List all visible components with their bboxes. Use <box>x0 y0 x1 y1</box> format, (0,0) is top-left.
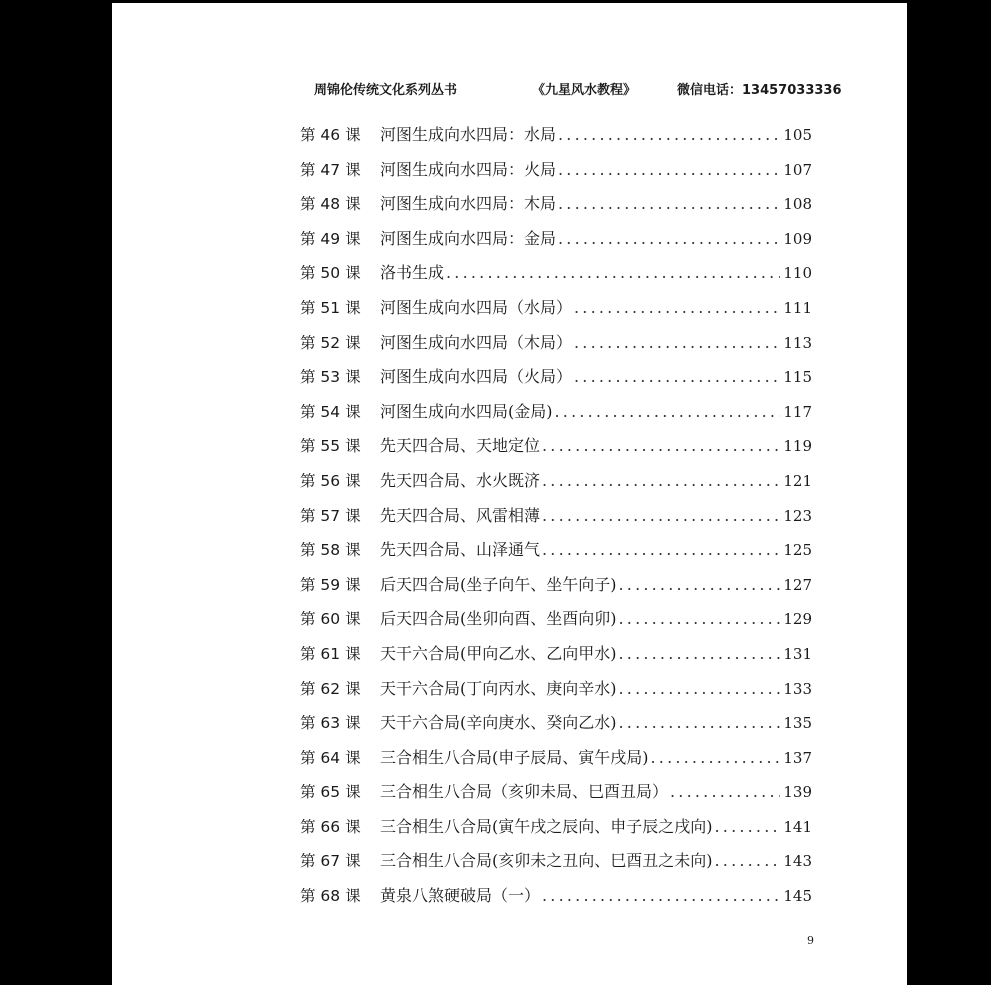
toc-page-number: 107 <box>783 160 812 179</box>
page-number: 9 <box>807 934 814 947</box>
toc-page-number: 110 <box>783 264 812 283</box>
toc-lesson-title: 河图生成向水四局：火局 <box>380 159 557 179</box>
toc-lesson-title: 河图生成向水四局（木局） <box>380 332 573 352</box>
toc-lesson-title: 河图生成向水四局（火局） <box>380 367 573 387</box>
toc-page-number: 131 <box>783 644 812 663</box>
toc-lesson-number: 第 46 课 <box>300 126 361 144</box>
toc-lesson-number: 第 61 课 <box>300 644 361 663</box>
toc-lesson-title: 河图生成向水四局：金局 <box>380 228 557 248</box>
toc-page-number: 119 <box>783 437 812 456</box>
toc-entry <box>300 676 812 711</box>
toc-entry <box>300 710 812 745</box>
toc-page-number: 143 <box>783 852 812 871</box>
toc-lesson-title: 先天四合局、天地定位 <box>380 436 541 456</box>
toc-entry <box>300 191 812 226</box>
toc-entry <box>300 122 812 157</box>
toc-page-number: 115 <box>783 368 812 387</box>
toc-lesson-title: 河图生成向水四局：水局 <box>380 125 557 144</box>
toc-page-number: 109 <box>783 229 812 248</box>
toc-page-number: 133 <box>783 679 812 698</box>
toc-lesson-number: 第 56 课 <box>300 471 361 490</box>
toc-dot-leader <box>542 886 780 905</box>
toc-entry <box>300 157 812 192</box>
toc-entry <box>300 295 812 330</box>
toc-entry <box>300 537 812 572</box>
toc-lesson-title: 黄泉八煞硬破局（一） <box>380 886 541 906</box>
toc-lesson-title: 河图生成向水四局：木局 <box>380 194 557 214</box>
toc-lesson-title: 天干六合局(丁向丙水、庚向辛水) <box>380 678 617 698</box>
toc-lesson-number: 第 49 课 <box>300 229 361 248</box>
toc-dot-leader <box>670 782 780 801</box>
toc-entry <box>300 226 812 261</box>
toc-dot-leader <box>446 263 780 282</box>
toc-page-number: 111 <box>783 298 812 317</box>
toc-dot-leader <box>558 194 780 213</box>
toc-dot-leader <box>558 160 780 179</box>
toc-dot-leader <box>574 333 780 352</box>
toc-lesson-number: 第 51 课 <box>300 298 361 317</box>
toc-dot-leader <box>619 575 781 594</box>
toc-lesson-number: 第 64 课 <box>300 748 361 767</box>
toc-lesson-title: 后天四合局(坐卯向酉、坐酉向卯) <box>380 609 617 629</box>
document-page <box>112 3 907 985</box>
toc-dot-leader <box>619 609 781 628</box>
toc-lesson-number: 第 60 课 <box>300 610 361 629</box>
running-header <box>112 79 907 99</box>
toc-lesson-number: 第 53 课 <box>300 368 361 387</box>
toc-entry <box>300 364 812 399</box>
toc-dot-leader <box>574 367 780 386</box>
toc-page-number: 123 <box>783 506 812 525</box>
table-of-contents <box>300 122 812 918</box>
toc-lesson-title: 三合相生八合局（亥卯未局、巳酉丑局） <box>380 782 669 802</box>
toc-page-number: 129 <box>783 610 812 629</box>
toc-lesson-title: 先天四合局、风雷相薄 <box>380 505 541 525</box>
toc-lesson-number: 第 52 课 <box>300 333 361 352</box>
toc-dot-leader <box>619 679 781 698</box>
toc-lesson-title: 三合相生八合局(申子辰局、寅午戌局) <box>380 747 649 767</box>
toc-entry <box>300 848 812 883</box>
toc-lesson-number: 第 59 课 <box>300 575 361 594</box>
toc-dot-leader <box>619 713 781 732</box>
toc-page-number: 113 <box>783 333 812 352</box>
toc-page-number: 145 <box>783 887 812 906</box>
toc-entry <box>300 572 812 607</box>
toc-entry <box>300 503 812 538</box>
toc-lesson-number: 第 62 课 <box>300 679 361 698</box>
toc-entry <box>300 814 812 849</box>
toc-page-number: 139 <box>783 783 812 802</box>
toc-dot-leader <box>555 402 781 421</box>
toc-lesson-number: 第 58 课 <box>300 541 361 560</box>
toc-dot-leader <box>651 748 781 767</box>
toc-page-number: 105 <box>783 126 812 144</box>
contact-info: 微信电话：13457033336 <box>677 83 842 98</box>
toc-lesson-title: 三合相生八合局(亥卯未之丑向、巳酉丑之未向) <box>380 851 713 871</box>
toc-entry <box>300 330 812 365</box>
toc-lesson-number: 第 65 课 <box>300 783 361 802</box>
toc-dot-leader <box>558 229 780 248</box>
toc-entry <box>300 745 812 780</box>
book-title: 《九星风水教程》 <box>532 83 637 98</box>
toc-entry <box>300 606 812 641</box>
toc-lesson-number: 第 68 课 <box>300 887 361 906</box>
toc-lesson-title: 河图生成向水四局(金局) <box>380 401 553 421</box>
toc-dot-leader <box>542 506 780 525</box>
toc-dot-leader <box>715 851 781 870</box>
toc-entry <box>300 468 812 503</box>
toc-page-number: 108 <box>783 195 812 214</box>
toc-lesson-number: 第 67 课 <box>300 852 361 871</box>
toc-page-number: 137 <box>783 748 812 767</box>
toc-lesson-number: 第 47 课 <box>300 160 361 179</box>
toc-lesson-number: 第 66 课 <box>300 817 361 836</box>
toc-lesson-title: 河图生成向水四局（水局） <box>380 297 573 317</box>
toc-lesson-title: 三合相生八合局(寅午戌之辰向、申子辰之戌向) <box>380 816 713 836</box>
toc-page-number: 125 <box>783 541 812 560</box>
toc-lesson-title: 先天四合局、水火既济 <box>380 470 541 490</box>
toc-page-number: 121 <box>783 471 812 490</box>
toc-dot-leader <box>619 644 781 663</box>
toc-lesson-title: 后天四合局(坐子向午、坐午向子) <box>380 574 617 594</box>
toc-page-number: 127 <box>783 575 812 594</box>
toc-lesson-number: 第 54 课 <box>300 402 361 421</box>
toc-page-number: 141 <box>783 817 812 836</box>
toc-lesson-title: 先天四合局、山泽通气 <box>380 540 541 560</box>
toc-lesson-title: 天干六合局(辛向庚水、癸向乙水) <box>380 713 617 733</box>
toc-entry <box>300 433 812 468</box>
toc-lesson-number: 第 55 课 <box>300 437 361 456</box>
toc-dot-leader <box>542 436 780 455</box>
toc-dot-leader <box>574 298 780 317</box>
toc-lesson-title: 天干六合局(甲向乙水、乙向甲水) <box>380 643 617 663</box>
toc-entry <box>300 883 812 918</box>
toc-lesson-number: 第 50 课 <box>300 264 361 283</box>
toc-entry <box>300 779 812 814</box>
toc-dot-leader <box>715 817 781 836</box>
toc-lesson-number: 第 48 课 <box>300 195 361 214</box>
toc-entry <box>300 260 812 295</box>
toc-lesson-title: 洛书生成 <box>380 263 445 283</box>
toc-page-number: 135 <box>783 714 812 733</box>
toc-entry <box>300 641 812 676</box>
toc-lesson-number: 第 57 课 <box>300 506 361 525</box>
toc-lesson-number: 第 63 课 <box>300 714 361 733</box>
series-title: 周锦伦传统文化系列丛书 <box>314 83 458 98</box>
toc-dot-leader <box>542 540 780 559</box>
toc-entry <box>300 399 812 434</box>
toc-dot-leader <box>542 471 780 490</box>
toc-page-number: 117 <box>783 402 812 421</box>
toc-dot-leader <box>558 125 780 144</box>
